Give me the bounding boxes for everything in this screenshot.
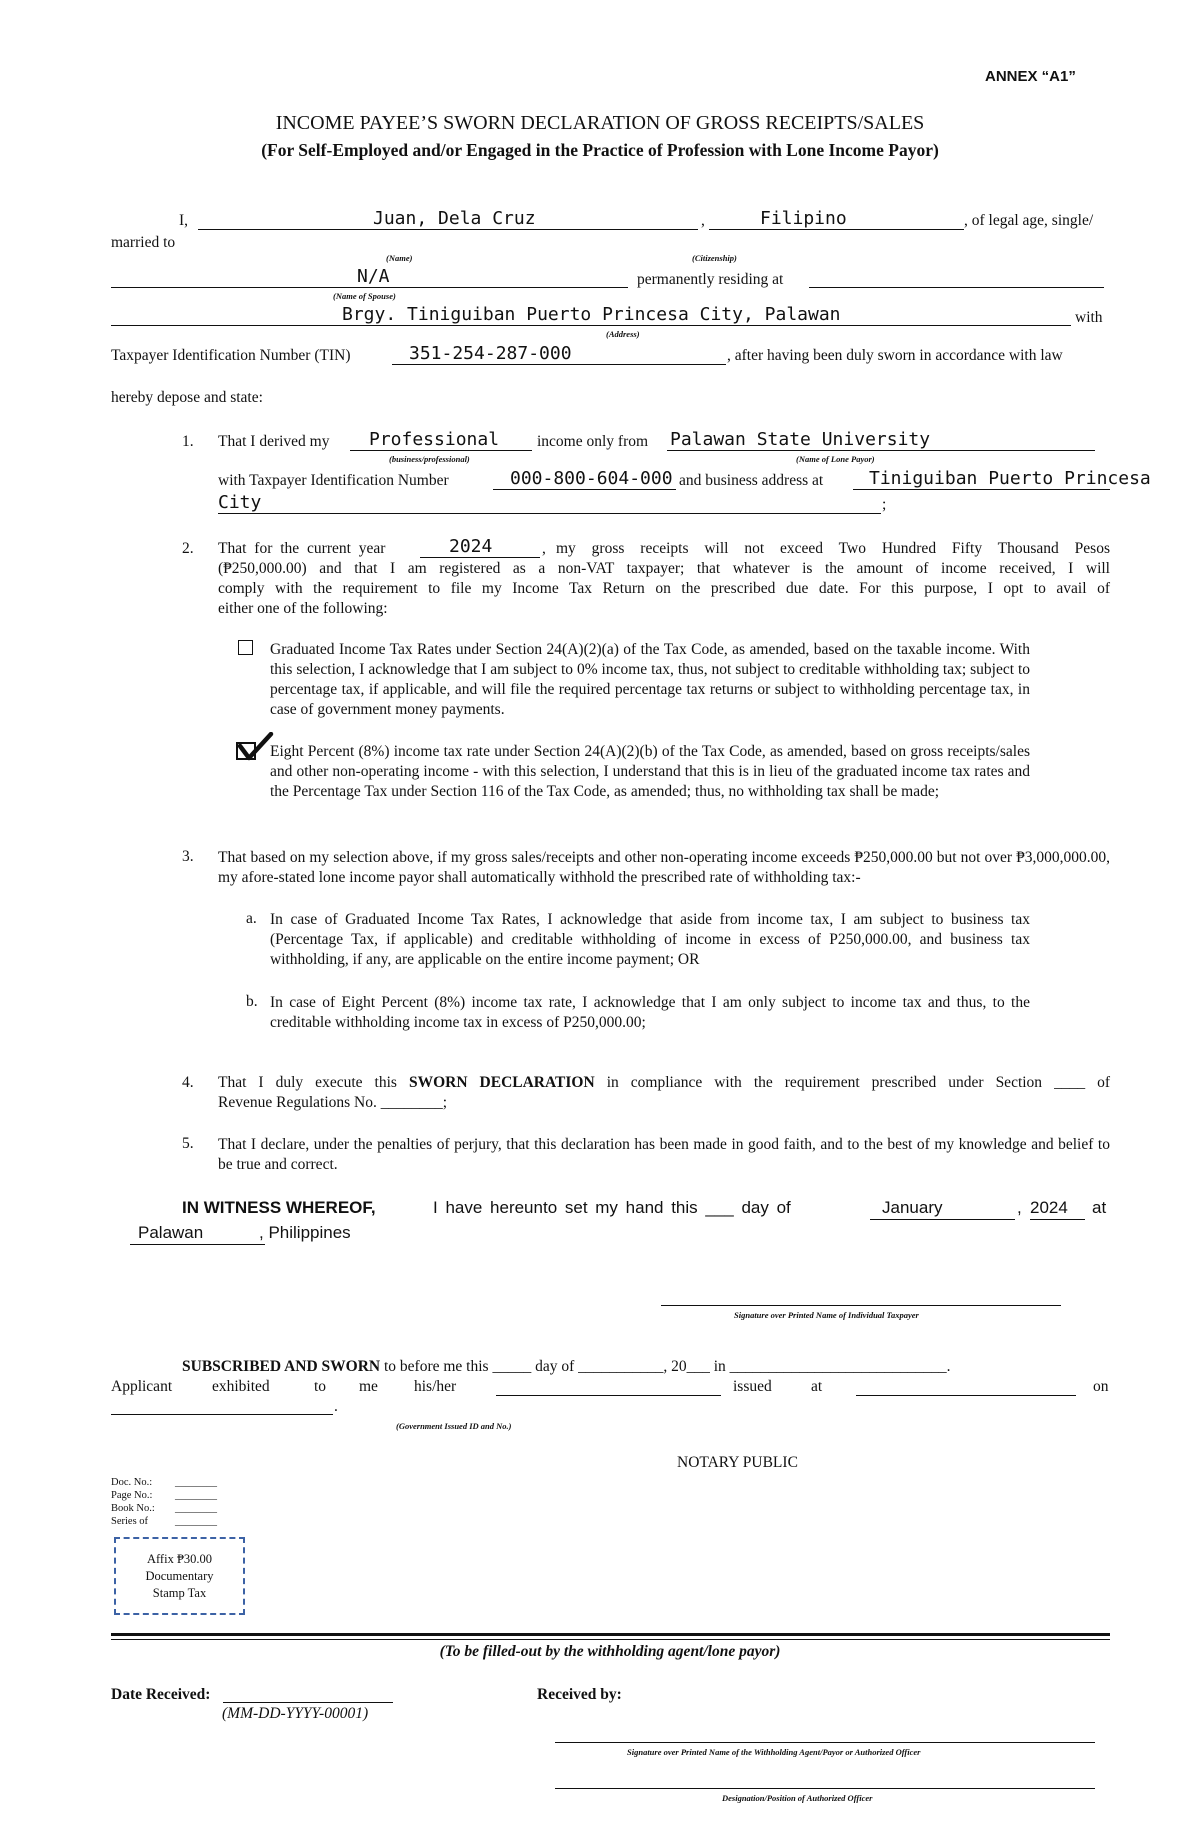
item5-text: That I declare, under the penalties of perjury, that this declaration has been made in good faith, and to the best of my knowledge and belief to be true and correct. (218, 1136, 1110, 1173)
residing-line (809, 287, 1104, 288)
item2-text-rest: my gross receipts will not exceed Two Hundred Fifty Thousand Pesos (556, 540, 1110, 557)
year-line (420, 557, 540, 558)
withholding-note: (To be filled-out by the withholding agent/lone payor) (439, 1643, 781, 1660)
depose-text: hereby depose and state: (111, 389, 263, 406)
item4-line-1 (218, 1074, 1110, 1092)
subscribed-text: to before me this _____ day of ___________, 20___ in ____________________________. (383, 1358, 951, 1375)
name-line (198, 229, 698, 230)
me-text: me (359, 1378, 378, 1395)
item2-line-2: (₱250,000.00) and that I am registered as a non-VAT taxpayer; that whatever is the amount of income received, I will (218, 560, 1110, 577)
witness-bold: IN WITNESS WHEREOF, (182, 1198, 376, 1217)
income-type-caption: (business/professional) (389, 454, 470, 464)
item2-line-3: comply with the requirement to file my Income Tax Return on the prescribed due date. For this purpose, I opt to avail of (218, 580, 1110, 597)
item4-number: 4. (182, 1074, 194, 1091)
payor-name-value: Palawan State University (670, 429, 931, 450)
legal-age-text: , of legal age, single/ (964, 212, 1094, 229)
tin-label: Taxpayer Identification Number (TIN) (111, 347, 351, 364)
item4-pre: That I duly execute this (218, 1074, 397, 1091)
page-subtitle: (For Self-Employed and/or Engaged in the Practice of Profession with Lone Income Payor) (261, 140, 939, 160)
i-label: I, (179, 212, 189, 229)
page-no-blank: ________ (175, 1490, 217, 1501)
payor-address-line-1 (853, 489, 1110, 490)
on-text: on (1093, 1378, 1109, 1395)
witness-place-line (130, 1244, 265, 1245)
payor-address-line-2 (218, 513, 881, 514)
witness-year: 2024 (1030, 1198, 1068, 1217)
series-label: Series of (111, 1516, 149, 1527)
id-caption: (Government Issued ID and No.) (396, 1421, 512, 1431)
married-to: married to (111, 234, 176, 251)
payor-address-value-2: City (218, 492, 262, 513)
agent-signature-line (555, 1742, 1095, 1743)
witness-comma: , (1017, 1198, 1022, 1217)
payor-tin-prefix: with Taxpayer Identification Number (218, 472, 449, 489)
year-comma: , (542, 540, 546, 557)
item3-b-label: b. (246, 993, 258, 1010)
option-a-checkbox[interactable] (238, 640, 253, 655)
year-value: 2024 (449, 536, 493, 557)
applicant-text: Applicant (111, 1378, 173, 1395)
income-type-line (350, 450, 532, 451)
witness-at: at (1092, 1198, 1107, 1217)
tin-value: 351-254-287-000 (409, 343, 572, 364)
income-type-value: Professional (369, 429, 500, 450)
address-value: Brgy. Tiniguiban Puerto Princesa City, Palawan (342, 304, 841, 325)
item1-end: ; (882, 496, 887, 513)
documentary-stamp-box (114, 1537, 245, 1615)
item3-b-text: In case of Eight Percent (8%) income tax rate, I acknowledge that I am only subject to income tax and thus, to the creditable withholding income tax in excess of P250,000.00; (270, 994, 1030, 1031)
item3-a-text: In case of Graduated Income Tax Rates, I acknowledge that aside from income tax, I am subject to business tax (Percentage Tax, if applicable) and creditable withholding of income in excess of P250,000.00, and business tax withholding, if any, are applicable on the entire income payment; OR (270, 911, 1030, 968)
exhibited-text: exhibited (212, 1378, 270, 1395)
doc-no-label: Doc. No.: (111, 1477, 153, 1488)
at-text: at (811, 1378, 823, 1395)
payor-tin-value: 000-800-604-000 (510, 468, 673, 489)
item3-text: That based on my selection above, if my gross sales/receipts and other non-operating income exceeds ₱250,000.00 but not over ₱3,000,000.00, my afore-stated lone income payor shall automatically withhold the prescribed rate of withholding tax:- (218, 849, 1110, 886)
item5-number: 5. (182, 1135, 194, 1152)
date-received-line (223, 1702, 393, 1703)
page-no-label: Page No.: (111, 1490, 153, 1501)
address-caption: (Address) (606, 329, 640, 339)
item4-line-2: Revenue Regulations No. ________; (218, 1094, 448, 1111)
book-no-label: Book No.: (111, 1503, 155, 1514)
witness-month: January (882, 1198, 943, 1217)
designation-caption: Designation/Position of Authorized Officer (722, 1793, 873, 1803)
date-on-line (111, 1414, 333, 1415)
citizenship-caption: (Citizenship) (692, 253, 737, 263)
date-received-label: Date Received: (111, 1686, 211, 1703)
spouse-value: N/A (357, 266, 390, 287)
stamp-line-1: Affix ₱30.00 (146, 1551, 213, 1566)
item2-prefix: That for the current year (218, 540, 386, 557)
section-divider (111, 1633, 1110, 1640)
book-no-blank: ________ (175, 1503, 217, 1514)
subscribed-line-2 (111, 1378, 1110, 1398)
witness-month-line (870, 1219, 1015, 1220)
taxpayer-signature-caption: Signature over Printed Name of Individual Taxpayer (734, 1310, 919, 1320)
item1-prefix: That I derived my (218, 433, 330, 450)
subscribed-end: . (334, 1398, 338, 1415)
date-format-hint: (MM-DD-YYYY-00001) (222, 1705, 369, 1722)
witness-country: , Philippines (259, 1223, 351, 1242)
with-text: with (1075, 309, 1103, 326)
taxpayer-signature-line (661, 1305, 1061, 1306)
item1-number: 1. (182, 433, 194, 450)
spouse-line (111, 287, 628, 288)
stamp-line-3: Stamp Tax (152, 1585, 207, 1600)
option-b-text: Eight Percent (8%) income tax rate under Section 24(A)(2)(b) of the Tax Code, as amended, based on gross receipts/sales and other non-operating income - with this selection, I understand that this is in lieu of the graduated income tax rates and the Percentage Tax under Section 116 of the Tax Code, as amended; thus, no withholding tax shall be made; (270, 743, 1030, 800)
option-a-text: Graduated Income Tax Rates under Section 24(A)(2)(a) of the Tax Code, as amended, based on the taxable income. With this selection, I acknowledge that I am subject to 0% income tax, thus, not subject to creditable withholding tax; subject to percentage tax, if applicable, and will file the required percentage tax returns or subject to withholding percentage tax, in case of government money payments. (270, 641, 1030, 718)
item2-number: 2. (182, 540, 194, 557)
payor-name-line (667, 450, 1095, 451)
citizenship-line (709, 229, 964, 230)
subscribed-line-1 (182, 1358, 951, 1376)
witness-text: I have hereunto set my hand this ___ day of (433, 1198, 791, 1217)
item3-number: 3. (182, 848, 194, 865)
page-title: INCOME PAYEE’S SWORN DECLARATION OF GROSS RECEIPTS/SALES (275, 112, 925, 134)
citizenship-value: Filipino (760, 208, 847, 229)
payor-address-prefix: and business address at (679, 472, 824, 489)
doc-no-blank: ________ (175, 1477, 217, 1488)
agent-signature-caption: Signature over Printed Name of the Withholding Agent/Payor or Authorized Officer (627, 1747, 921, 1757)
to-text: to (314, 1378, 327, 1395)
designation-line (555, 1788, 1095, 1789)
payor-address-value-1: Tiniguiban Puerto Princesa (869, 468, 1151, 489)
address-line (111, 325, 1071, 326)
name-caption: (Name) (386, 253, 413, 263)
item4-post: in compliance with the requirement prescribed under Section ____ of (606, 1074, 1111, 1091)
item4-bold: SWORN DECLARATION (408, 1074, 595, 1091)
checkmark-icon (238, 732, 274, 771)
name-value: Juan, Dela Cruz (373, 208, 536, 229)
id-line (496, 1395, 721, 1396)
tin-suffix: , after having been duly sworn in accordance with law (727, 347, 1063, 364)
his-her-text: his/her (414, 1378, 457, 1395)
notary-public: NOTARY PUBLIC (677, 1454, 798, 1471)
issued-at-line (856, 1395, 1076, 1396)
tin-line (392, 364, 726, 365)
stamp-line-2: Documentary (145, 1568, 214, 1583)
payor-tin-line (493, 489, 676, 490)
witness-year-line (1030, 1219, 1085, 1220)
item1-mid: income only from (537, 433, 649, 450)
doc-number-block (111, 1476, 217, 1528)
spouse-caption: (Name of Spouse) (333, 291, 396, 301)
item3-a-label: a. (246, 910, 257, 927)
payor-caption: (Name of Lone Payor) (796, 454, 875, 464)
received-by-label: Received by: (537, 1686, 622, 1703)
witness-place: Palawan (138, 1223, 204, 1242)
item2-line-4: either one of the following: (218, 600, 388, 617)
series-blank: ________ (175, 1516, 217, 1527)
annex-label: ANNEX “A1” (985, 68, 1076, 85)
comma: , (701, 212, 705, 229)
subscribed-bold: SUBSCRIBED AND SWORN (182, 1358, 381, 1375)
residing-text: permanently residing at (637, 271, 784, 288)
issued-text: issued (733, 1378, 772, 1395)
